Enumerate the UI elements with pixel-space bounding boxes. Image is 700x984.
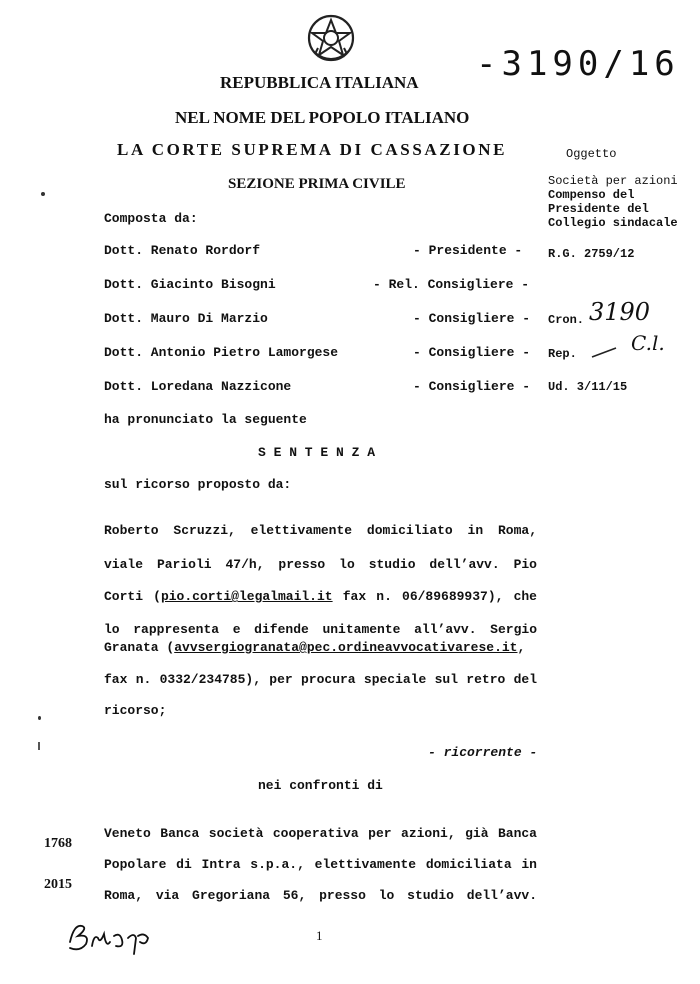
cron-label: Cron. — [548, 313, 585, 327]
rep-dash-mark — [590, 345, 620, 359]
oggetto-label: Oggetto — [566, 147, 617, 161]
cron-handwritten-number: 3190 — [589, 298, 651, 326]
oggetto-line: Collegio sindacale — [548, 216, 678, 230]
against-line: nei confronti di — [258, 778, 383, 793]
judge-name: Dott. Loredana Nazzicone — [104, 379, 292, 394]
judge-role: - Consigliere - — [413, 345, 531, 360]
oggetto-line: Compenso del — [548, 188, 635, 202]
judge-role: - Consigliere - — [413, 311, 531, 326]
body-line: fax n. 0332/234785), per procura speciale sul retro del — [104, 672, 537, 687]
judge-name: Dott. Renato Rordorf — [104, 243, 261, 258]
body-line: viale Parioli 47/h, presso lo studio dell’avv. Pio — [104, 557, 537, 572]
scan-speck — [38, 742, 40, 750]
section-heading: SEZIONE PRIMA CIVILE — [228, 176, 406, 192]
composed-by: Composta da: — [104, 211, 198, 226]
judge-name: Dott. Antonio Pietro Lamorgese — [104, 345, 339, 360]
rep-label: Rep. — [548, 347, 577, 361]
body-line: Roberto Scruzzi, elettivamente domiciliato in Roma, — [104, 523, 537, 538]
judge-role: - Consigliere - — [413, 379, 531, 394]
scan-speck — [38, 716, 41, 720]
text-run: fax n. 06/89689937), che — [332, 589, 537, 604]
body-line: lo rappresenta e difende unitamente all’avv. Sergio — [104, 622, 537, 637]
body-line: Roma, via Gregoriana 56, presso lo studio dell’avv. — [104, 888, 537, 903]
sentenza-title: S E N T E N Z A — [258, 445, 376, 460]
body-line — [104, 640, 537, 655]
oggetto-line: Società per azioni — [548, 174, 678, 188]
page-number: 1 — [316, 928, 323, 943]
text-run: , — [517, 640, 526, 655]
intro-line: sul ricorso proposto da: — [104, 477, 292, 492]
people-heading: NEL NOME DEL POPOLO ITALIANO — [175, 108, 470, 127]
registry-year: 2015 — [44, 877, 72, 892]
judge-name: Dott. Mauro Di Marzio — [104, 311, 268, 326]
email-link[interactable]: pio.corti@legalmail.it — [160, 589, 333, 604]
body-line — [104, 589, 537, 604]
rep-handwritten-note: C.l. — [631, 331, 665, 355]
oggetto-line: Presidente del — [548, 202, 649, 216]
republic-heading: REPUBBLICA ITALIANA — [220, 73, 419, 92]
body-line: Popolare di Intra s.p.a., elettivamente domiciliata in — [104, 857, 537, 872]
body-line: Veneto Banca società cooperativa per azioni, già Banca — [104, 826, 537, 841]
docket-number: -3190/16 — [476, 44, 680, 84]
italian-republic-emblem-icon — [306, 12, 356, 64]
text-run: Corti ( — [104, 589, 161, 604]
text-run: Granata ( — [104, 640, 175, 655]
scan-speck — [41, 192, 45, 196]
judge-name: Dott. Giacinto Bisogni — [104, 277, 276, 292]
handwritten-signature — [64, 912, 156, 958]
rg-number: R.G. 2759/12 — [548, 247, 635, 261]
registry-number: 1768 — [44, 836, 72, 851]
pronounced-line: ha pronunciato la seguente — [104, 412, 307, 427]
judge-role: - Presidente - — [413, 243, 523, 258]
party-role-ricorrente: - ricorrente - — [428, 745, 538, 760]
email-link[interactable]: avvsergiogranata@pec.ordineavvocativarese.it — [174, 640, 518, 655]
hearing-date: Ud. 3/11/15 — [548, 380, 628, 394]
judge-role: - Rel. Consigliere - — [373, 277, 530, 292]
court-heading: LA CORTE SUPREMA DI CASSAZIONE — [117, 140, 508, 159]
body-line: ricorso; — [104, 703, 167, 718]
